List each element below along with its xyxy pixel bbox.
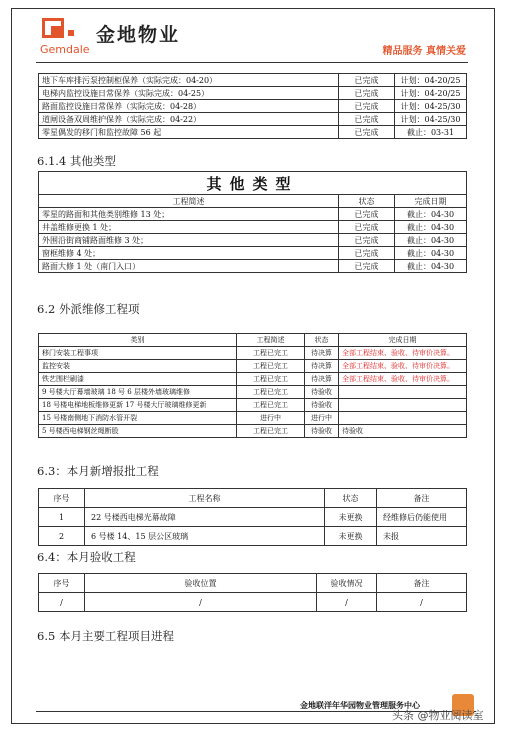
outsourced-repair-table [38, 333, 467, 438]
index-cell: 2 [39, 527, 85, 546]
date-cell: 截止：04-30 [395, 260, 467, 273]
summary-cell: 工程已完工 [237, 399, 305, 412]
task-cell: 零星的路面和其他类别维修 13 处； [39, 208, 339, 221]
table-row [39, 260, 467, 273]
table-row [39, 508, 467, 527]
column-header: 备注 [377, 489, 467, 508]
task-cell: 路面监控设施日常保养（实际完成：04-28） [39, 100, 339, 113]
index-cell: / [39, 593, 85, 612]
completion-cell [339, 386, 467, 399]
status-cell: 待决算 [305, 360, 339, 373]
column-header: 完成日期 [395, 195, 467, 208]
completion-cell [339, 412, 467, 425]
date-cell: 截止：04-30 [395, 208, 467, 221]
logo-chinese-name: 金地物业 [96, 24, 181, 46]
table-title-row [39, 172, 467, 195]
column-header: 备注 [377, 574, 467, 593]
column-header: 验收情况 [317, 574, 377, 593]
category-cell: 18 号楼电梯地板维修更新 17 号楼大厅玻璃维修更新 [39, 399, 237, 412]
status-cell: 已完成 [339, 113, 395, 126]
remark-cell: 经维修后仍能使用 [377, 508, 467, 527]
table-header-row [39, 334, 467, 347]
table-row [39, 593, 467, 612]
task-cell: 路面大修 1 处（南门入口） [39, 260, 339, 273]
column-header: 工程简述 [237, 334, 305, 347]
table-row [39, 360, 467, 373]
table-row [39, 399, 467, 412]
category-cell: 15 号楼南侧地下消防水管开裂 [39, 412, 237, 425]
section-heading-63: 6.3：本月新增报批工程 [37, 464, 159, 478]
new-approval-table [38, 488, 467, 546]
status-cell: 已完成 [339, 100, 395, 113]
table-row [39, 87, 467, 100]
table-row [39, 74, 467, 87]
summary-cell: 工程已完工 [237, 347, 305, 360]
status-cell: 待决算 [305, 347, 339, 360]
status-cell: 已完成 [339, 260, 395, 273]
table-header-row [39, 195, 467, 208]
date-cell: 截止：04-30 [395, 221, 467, 234]
category-cell: 5 号楼西电梯钢丝绳断股 [39, 425, 237, 438]
status-cell: 已完成 [339, 247, 395, 260]
column-header: 工程简述 [39, 195, 339, 208]
table-row [39, 425, 467, 438]
completion-cell: 全部工程结束、验收、待审价决算。 [339, 347, 467, 360]
status-cell: 待验收 [305, 386, 339, 399]
task-cell: 外围沿街商铺路面维修 3 处； [39, 234, 339, 247]
task-cell: 电梯内监控设施日常保养（实际完成：04-25） [39, 87, 339, 100]
date-cell: 计划：04-20/25 [395, 74, 467, 87]
table-row [39, 126, 467, 139]
table-row [39, 412, 467, 425]
status-cell: 已完成 [339, 87, 395, 100]
table-row [39, 208, 467, 221]
task-cell: 道闸设备双周维护保养（实际完成：04-22） [39, 113, 339, 126]
column-header: 状态 [339, 195, 395, 208]
completion-cell [339, 399, 467, 412]
table-row [39, 234, 467, 247]
date-cell: 计划：04-25/30 [395, 100, 467, 113]
section-heading-64: 6.4：本月验收工程 [37, 550, 136, 564]
summary-cell: 工程已完工 [237, 425, 305, 438]
summary-cell: 工程已完工 [237, 373, 305, 386]
table-row [39, 373, 467, 386]
index-cell: 1 [39, 508, 85, 527]
remark-cell: / [377, 593, 467, 612]
other-types-table [38, 171, 467, 273]
table-row [39, 247, 467, 260]
task-cell: 零星偶发的移门和监控故障 56 起 [39, 126, 339, 139]
column-header: 类别 [39, 334, 237, 347]
category-cell: 铁艺围栏刷漆 [39, 373, 237, 386]
column-header: 工程名称 [85, 489, 325, 508]
date-cell: 截止：04-30 [395, 234, 467, 247]
table-row [39, 347, 467, 360]
completion-cell: 全部工程结束、验收、待审价决算。 [339, 360, 467, 373]
table-row [39, 221, 467, 234]
acceptance-table [38, 573, 467, 612]
column-header: 完成日期 [339, 334, 467, 347]
column-header: 状态 [305, 334, 339, 347]
footer-company-name: 金地联洋年华园物业管理服务中心 [300, 701, 420, 710]
table-title: 其他类型 [39, 172, 467, 195]
table-header-row [39, 489, 467, 508]
table-header-row [39, 574, 467, 593]
section-heading-62: 6.2 外派维修工程项 [37, 302, 140, 316]
status-cell: 已完成 [339, 234, 395, 247]
category-cell: 监控安装 [39, 360, 237, 373]
summary-cell: 工程已完工 [237, 386, 305, 399]
status-cell: 已完成 [339, 74, 395, 87]
date-cell: 截止：04-30 [395, 247, 467, 260]
date-cell: 计划：04-25/30 [395, 113, 467, 126]
summary-cell: 进行中 [237, 412, 305, 425]
status-cell: 待决算 [305, 373, 339, 386]
column-header: 状态 [325, 489, 377, 508]
maintenance-table [38, 73, 467, 139]
date-cell: 计划：04-20/25 [395, 87, 467, 100]
status-cell: 进行中 [305, 412, 339, 425]
section-heading-65: 6.5 本月主要工程项目进程 [37, 629, 174, 643]
table-row [39, 100, 467, 113]
watermark-text: 头条 @物业阅读室 [392, 709, 484, 722]
section-heading-614: 6.1.4 其他类型 [37, 154, 116, 168]
status-cell: 已完成 [339, 221, 395, 234]
category-cell: 9 号楼大厅幕墙玻璃 18 号 6 层楼外墙玻璃维修 [39, 386, 237, 399]
location-cell: / [85, 593, 317, 612]
status-cell: 未更换 [325, 527, 377, 546]
status-cell: 已完成 [339, 126, 395, 139]
status-cell: 已完成 [339, 208, 395, 221]
task-cell: 窗框维修 4 处； [39, 247, 339, 260]
task-cell: 地下车库排污泵控制柜保养（实际完成：04-20） [39, 74, 339, 87]
result-cell: / [317, 593, 377, 612]
table-row [39, 386, 467, 399]
category-cell: 移门安装工程事项 [39, 347, 237, 360]
header-slogan: 精品服务 真情关爱 [382, 46, 466, 57]
logo-english-name: Gemdale [40, 43, 90, 56]
completion-cell: 全部工程结束、验收、待审价决算。 [339, 373, 467, 386]
column-header: 序号 [39, 574, 85, 593]
table-row [39, 527, 467, 546]
date-cell: 截止：03-31 [395, 126, 467, 139]
gemdale-logo-icon [42, 16, 76, 44]
column-header: 序号 [39, 489, 85, 508]
header-divider [36, 62, 468, 63]
completion-cell: 待验收 [339, 425, 467, 438]
project-name-cell: 22 号楼西电梯光幕故障 [85, 508, 325, 527]
column-header: 验收位置 [85, 574, 317, 593]
status-cell: 待验收 [305, 399, 339, 412]
table-row [39, 113, 467, 126]
status-cell: 待验收 [305, 425, 339, 438]
project-name-cell: 6 号楼 14、15 层公区玻璃 [85, 527, 325, 546]
remark-cell: 未报 [377, 527, 467, 546]
summary-cell: 工程已完工 [237, 360, 305, 373]
status-cell: 未更换 [325, 508, 377, 527]
task-cell: 井盖维修更换 1 处； [39, 221, 339, 234]
